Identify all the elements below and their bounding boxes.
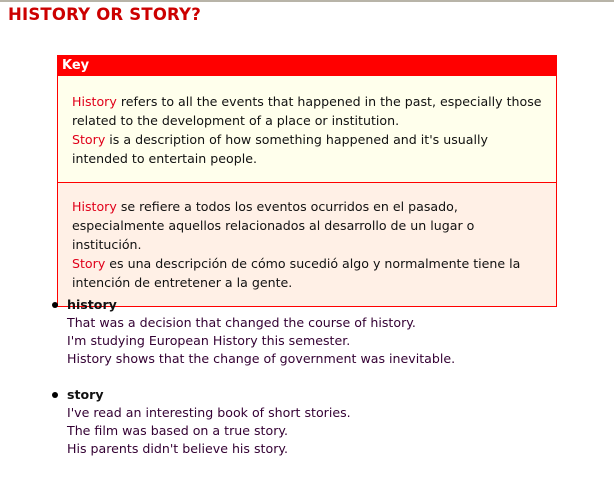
list-item — [52, 386, 455, 458]
page-title: HISTORY OR STORY? — [8, 5, 201, 24]
term: History — [72, 94, 117, 109]
definition-story: Story is a description of how something happened and it's usually intended to entertain people. — [72, 132, 488, 166]
example: I'm studying European History this semester. — [67, 333, 351, 348]
definition-history: History se refiere a todos los eventos ocurridos en el pasado, especialmente aquellos relacionados al desarrollo de un lugar o institución. — [72, 199, 475, 252]
list-item — [52, 296, 455, 368]
key-spanish — [58, 183, 556, 306]
bullet-icon — [52, 302, 58, 308]
example: I've read an interesting book of short stories. — [67, 405, 351, 420]
example: That was a decision that changed the course of history. — [67, 315, 416, 330]
word: history — [67, 297, 117, 312]
example: History shows that the change of government was inevitable. — [67, 351, 456, 366]
term: History — [72, 199, 117, 214]
term: Story — [72, 256, 106, 271]
definition-story: Story es una descripción de cómo sucedió algo y normalmente tiene la intención de entretener a la gente. — [72, 256, 521, 290]
definition-history: History refers to all the events that happened in the past, especially those related to the development of a place or institution. — [72, 94, 542, 128]
key-header: Key — [58, 56, 556, 76]
bullet-icon — [52, 392, 58, 398]
key-box — [57, 55, 557, 307]
example: The film was based on a true story. — [67, 423, 289, 438]
term: Story — [72, 132, 106, 147]
word-list — [52, 296, 455, 476]
example: His parents didn't believe his story. — [67, 441, 289, 456]
word: story — [67, 387, 104, 402]
key-english — [58, 76, 556, 183]
